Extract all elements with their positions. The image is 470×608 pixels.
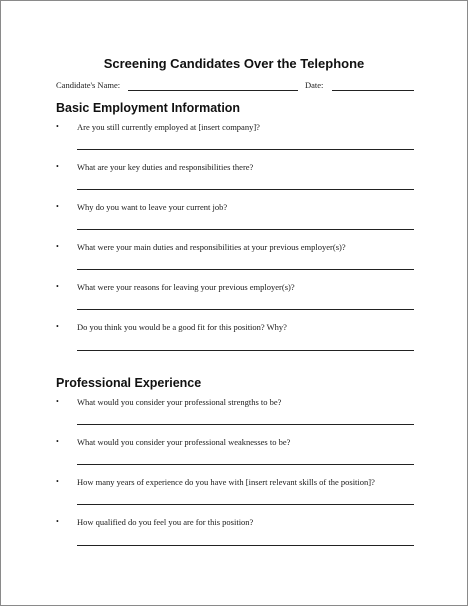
question-text: What were your main duties and responsibilities at your previous employer(s)? bbox=[77, 242, 346, 252]
candidate-name-field[interactable] bbox=[128, 90, 298, 91]
answer-line[interactable] bbox=[77, 269, 414, 270]
bullet-icon: • bbox=[56, 202, 59, 211]
candidate-name-label: Candidate's Name: bbox=[56, 80, 121, 90]
date-label: Date: bbox=[305, 80, 324, 90]
question-text: What would you consider your professional weaknesses to be? bbox=[77, 437, 291, 447]
question-item bbox=[56, 202, 416, 216]
question-text: Do you think you would be a good fit for this position? Why? bbox=[77, 322, 287, 332]
section-heading-basic-employment: Basic Employment Information bbox=[56, 101, 241, 115]
bullet-icon: • bbox=[56, 397, 59, 406]
answer-line[interactable] bbox=[77, 309, 414, 310]
question-item bbox=[56, 242, 416, 256]
answer-line[interactable] bbox=[77, 149, 414, 150]
bullet-icon: • bbox=[56, 282, 59, 291]
bullet-icon: • bbox=[56, 162, 59, 171]
section-heading-professional-experience: Professional Experience bbox=[56, 376, 202, 390]
question-item bbox=[56, 477, 416, 491]
answer-line[interactable] bbox=[77, 464, 414, 465]
bullet-icon: • bbox=[56, 322, 59, 331]
page-title: Screening Candidates Over the Telephone bbox=[103, 56, 365, 71]
answer-line[interactable] bbox=[77, 424, 414, 425]
answer-line[interactable] bbox=[77, 504, 414, 505]
question-text: How qualified do you feel you are for this position? bbox=[77, 517, 254, 527]
bullet-icon: • bbox=[56, 242, 59, 251]
answer-line[interactable] bbox=[77, 545, 414, 546]
question-item bbox=[56, 122, 416, 136]
answer-line[interactable] bbox=[77, 350, 414, 351]
bullet-icon: • bbox=[56, 517, 59, 526]
question-text: What would you consider your professional strengths to be? bbox=[77, 397, 282, 407]
bullet-icon: • bbox=[56, 477, 59, 486]
question-text: Why do you want to leave your current job? bbox=[77, 202, 228, 212]
question-text: Are you still currently employed at [insert company]? bbox=[77, 122, 260, 132]
date-field[interactable] bbox=[332, 90, 414, 91]
candidate-info-row bbox=[56, 80, 414, 94]
answer-line[interactable] bbox=[77, 229, 414, 230]
question-text: How many years of experience do you have with [insert relevant skills of the position]? bbox=[77, 477, 375, 487]
question-text: What are your key duties and responsibilities there? bbox=[77, 162, 254, 172]
question-item bbox=[56, 322, 416, 336]
bullet-icon: • bbox=[56, 437, 59, 446]
question-item bbox=[56, 282, 416, 296]
question-text: What were your reasons for leaving your previous employer(s)? bbox=[77, 282, 295, 292]
answer-line[interactable] bbox=[77, 189, 414, 190]
question-item bbox=[56, 397, 416, 411]
question-item bbox=[56, 162, 416, 176]
question-item bbox=[56, 437, 416, 451]
bullet-icon: • bbox=[56, 122, 59, 131]
question-item bbox=[56, 517, 416, 531]
